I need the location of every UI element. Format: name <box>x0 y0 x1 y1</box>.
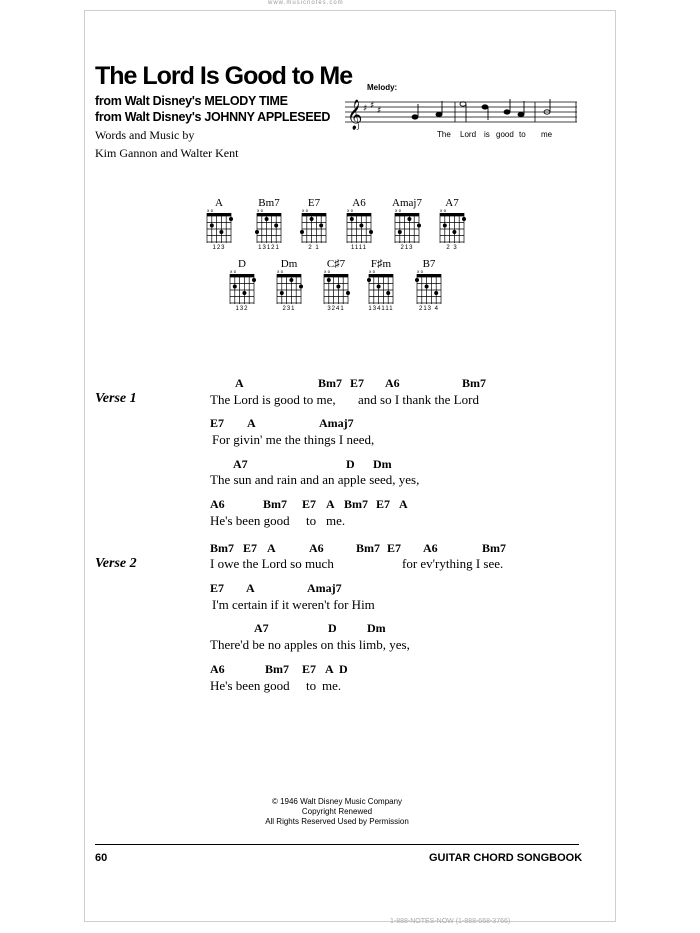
lyric-text: He's been good <box>210 678 290 693</box>
source-line-1: from Walt Disney's MELODY TIME <box>95 94 288 108</box>
lyric-text: There'd be no apples on this limb, yes, <box>210 637 410 652</box>
chord-fretboard <box>438 209 466 245</box>
chord-symbol: A <box>325 662 334 676</box>
chord-diagram-name: E7 <box>307 197 321 209</box>
chord-symbol: A <box>235 376 244 390</box>
chord-symbol: Amaj7 <box>307 581 342 595</box>
chord-fretboard <box>228 270 256 306</box>
chord-symbol: E7 <box>243 541 258 555</box>
chord-symbol: D <box>339 662 348 676</box>
chord-diagram-name: A6 <box>352 197 366 209</box>
chord-symbol: Amaj7 <box>319 416 354 430</box>
svg-text:x o: x o <box>395 209 402 213</box>
svg-text:x o: x o <box>277 270 284 274</box>
chord-fretboard <box>393 209 421 245</box>
chord-symbol: A6 <box>385 376 400 390</box>
copyright-line-1: © 1946 Walt Disney Music Company <box>271 797 403 806</box>
chord-symbol: Bm7 <box>462 376 486 390</box>
svg-text:x o: x o <box>369 270 376 274</box>
svg-text:𝄞: 𝄞 <box>347 100 363 130</box>
chord-diagram-name: A7 <box>445 197 459 209</box>
chord-fretboard <box>345 209 373 245</box>
chord-fingering: 231 <box>282 306 296 312</box>
chord-symbol: A <box>399 497 408 511</box>
svg-text:x o: x o <box>347 209 354 213</box>
chord-symbol: D <box>346 457 355 471</box>
chord-fretboard <box>275 270 303 306</box>
chord-fingering: 3241 <box>327 306 345 312</box>
chord-diagram-name: F♯m <box>370 258 392 270</box>
chord-symbol: Bm7 <box>344 497 368 511</box>
svg-text:x o: x o <box>324 270 331 274</box>
lyric-text: The sun and rain and an apple seed, yes, <box>210 472 420 487</box>
chord-symbol: E7 <box>376 497 391 511</box>
chord-fingering: 123 <box>212 245 226 251</box>
lyric-text: He's been good <box>210 513 290 528</box>
chord-fretboard <box>300 209 328 245</box>
top-watermark: www.musicnotes.com <box>268 0 344 6</box>
svg-text:♯: ♯ <box>363 104 368 114</box>
verse-2-label: Verse 2 <box>95 556 137 571</box>
chord-diagram-name: Bm7 <box>258 197 280 209</box>
lyric-text: The Lord is good to me, <box>210 392 336 407</box>
credits-label: Words and Music by <box>95 128 195 142</box>
lyric-text: to <box>306 678 317 693</box>
chord-diagram-name: D <box>238 258 246 270</box>
chord-fretboard <box>322 270 350 306</box>
chord-fretboard <box>415 270 443 306</box>
bottom-watermark: 1-888-NOTES-NOW (1-888-668-3766) <box>390 918 511 925</box>
chord-fretboard <box>255 209 283 245</box>
chord-diagram-name: A <box>215 197 223 209</box>
svg-text:x o: x o <box>207 209 214 213</box>
chord-diagram-name: Dm <box>280 258 298 270</box>
lyric-text: to <box>306 513 317 528</box>
melody-lyric-1: The <box>437 130 451 139</box>
source-line-2: from Walt Disney's JOHNNY APPLESEED <box>95 110 331 124</box>
chord-fingering: 13121 <box>258 245 280 251</box>
authors: Kim Gannon and Walter Kent <box>95 146 239 160</box>
chord-symbol: A <box>247 416 256 430</box>
melody-lyric-5: to <box>519 130 526 139</box>
melody-lyric-3: is <box>484 130 490 139</box>
chord-fingering: 2 1 <box>308 245 320 251</box>
chord-symbol: A <box>326 497 335 511</box>
chord-symbol: A7 <box>233 457 248 471</box>
melody-staff <box>345 96 577 130</box>
chord-fingering: 2 3 <box>446 245 458 251</box>
lyric-text: I'm certain if it weren't for Him <box>212 597 375 612</box>
chord-fingering: 132 <box>235 306 249 312</box>
melody-label: Melody: <box>367 83 398 92</box>
chord-symbol: A6 <box>423 541 438 555</box>
copyright-block <box>237 797 437 827</box>
chord-fingering: 213 4 <box>418 306 439 312</box>
svg-text:x o: x o <box>230 270 237 274</box>
chord-symbol: A7 <box>254 621 269 635</box>
lyric-text: me. <box>326 513 346 528</box>
page-number: 60 <box>95 852 108 864</box>
chord-symbol: Dm <box>373 457 392 471</box>
song-title: The Lord Is Good to Me <box>95 62 353 90</box>
chord-symbol: E7 <box>210 581 225 595</box>
chord-diagram-name: B7 <box>422 258 436 270</box>
melody-lyric-4: good <box>496 130 514 139</box>
svg-text:♯: ♯ <box>377 106 382 116</box>
chord-symbol: E7 <box>302 662 317 676</box>
chord-symbol: Bm7 <box>356 541 380 555</box>
svg-text:x o: x o <box>302 209 309 213</box>
chord-fretboard <box>205 209 233 245</box>
chord-symbol: Bm7 <box>482 541 506 555</box>
chord-symbol: A6 <box>210 497 225 511</box>
lyric-text: and so I thank the Lord <box>358 392 479 407</box>
copyright-line-2: Copyright Renewed <box>301 807 373 816</box>
chord-symbol: Bm7 <box>263 497 287 511</box>
svg-text:x o: x o <box>440 209 447 213</box>
lyric-text: for ev'rything I see. <box>402 556 504 571</box>
verse-1-label: Verse 1 <box>95 391 137 406</box>
chord-symbol: A <box>267 541 276 555</box>
book-title: GUITAR CHORD SONGBOOK <box>429 852 583 864</box>
chord-symbol: Bm7 <box>265 662 289 676</box>
chord-symbol: E7 <box>302 497 317 511</box>
chord-diagram-name: C♯7 <box>326 258 346 270</box>
chord-symbol: E7 <box>387 541 402 555</box>
chord-symbol: Bm7 <box>210 541 234 555</box>
chord-symbol: Dm <box>367 621 386 635</box>
lyric-text: I owe the Lord so much <box>210 556 334 571</box>
footer-rule <box>95 844 579 845</box>
chord-symbol: D <box>328 621 337 635</box>
melody-lyric-6: me <box>541 130 553 139</box>
chord-fingering: 213 <box>400 245 414 251</box>
svg-text:x o: x o <box>257 209 264 213</box>
chord-fingering: 134111 <box>368 306 394 312</box>
chord-symbol: A <box>246 581 255 595</box>
copyright-line-3: All Rights Reserved Used by Permission <box>265 817 409 826</box>
chord-fingering: 1111 <box>350 245 367 251</box>
chord-symbol: A6 <box>309 541 324 555</box>
svg-text:♯: ♯ <box>370 101 375 111</box>
lyric-text: For givin' me the things I need, <box>212 432 375 447</box>
chord-fretboard <box>367 270 395 306</box>
chord-diagram-name: Amaj7 <box>392 197 422 209</box>
chord-symbol: E7 <box>210 416 225 430</box>
chord-symbol: Bm7 <box>318 376 342 390</box>
melody-lyric-2: Lord <box>460 130 477 139</box>
svg-text:x o: x o <box>417 270 424 274</box>
chord-symbol: A6 <box>210 662 225 676</box>
chord-symbol: E7 <box>350 376 365 390</box>
lyric-text: me. <box>322 678 342 693</box>
